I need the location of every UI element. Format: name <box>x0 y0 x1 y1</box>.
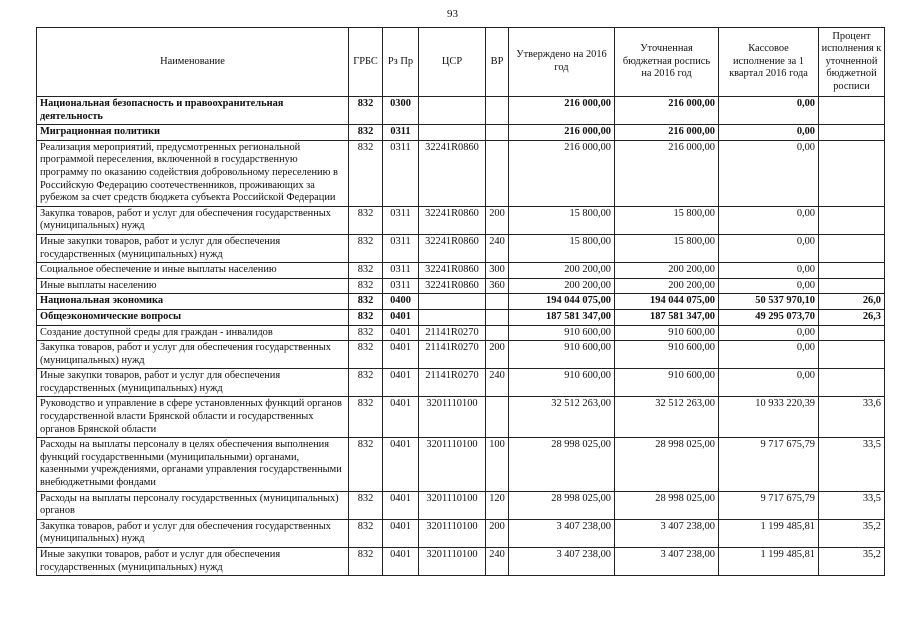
cell-rzpr: 0401 <box>383 548 419 576</box>
cell-grbs: 832 <box>349 325 383 341</box>
cell-cash: 0,00 <box>719 140 819 206</box>
cell-approved: 910 600,00 <box>509 341 615 369</box>
table-row <box>37 491 885 519</box>
header-approved: Утверждено на 2016 год <box>509 28 615 97</box>
cell-vr: 240 <box>486 548 509 576</box>
cell-grbs: 832 <box>349 519 383 547</box>
cell-csr: 3201110100 <box>419 519 486 547</box>
cell-grbs: 832 <box>349 369 383 397</box>
cell-approved: 910 600,00 <box>509 325 615 341</box>
cell-refined: 910 600,00 <box>615 341 719 369</box>
cell-csr: 32241R0860 <box>419 278 486 294</box>
cell-approved: 187 581 347,00 <box>509 309 615 325</box>
table-row <box>37 341 885 369</box>
cell-percent: 26,3 <box>819 309 885 325</box>
cell-percent <box>819 341 885 369</box>
cell-vr <box>486 325 509 341</box>
cell-csr: 3201110100 <box>419 491 486 519</box>
cell-grbs: 832 <box>349 309 383 325</box>
cell-cash: 10 933 220,39 <box>719 397 819 438</box>
cell-grbs: 832 <box>349 206 383 234</box>
cell-name: Закупка товаров, работ и услуг для обеспечения государственных (муниципальных) нужд <box>37 341 349 369</box>
cell-csr <box>419 97 486 125</box>
cell-vr <box>486 309 509 325</box>
cell-rzpr: 0311 <box>383 263 419 279</box>
cell-approved: 15 800,00 <box>509 206 615 234</box>
cell-vr <box>486 294 509 310</box>
cell-name: Создание доступной среды для граждан - инвалидов <box>37 325 349 341</box>
cell-vr <box>486 140 509 206</box>
cell-grbs: 832 <box>349 397 383 438</box>
table-row <box>37 97 885 125</box>
table-row <box>37 234 885 262</box>
cell-approved: 32 512 263,00 <box>509 397 615 438</box>
cell-refined: 3 407 238,00 <box>615 548 719 576</box>
cell-vr <box>486 397 509 438</box>
cell-rzpr: 0401 <box>383 491 419 519</box>
cell-refined: 187 581 347,00 <box>615 309 719 325</box>
cell-vr: 200 <box>486 206 509 234</box>
page-number: 93 <box>447 8 458 20</box>
cell-csr <box>419 309 486 325</box>
cell-cash: 0,00 <box>719 325 819 341</box>
cell-refined: 216 000,00 <box>615 125 719 141</box>
cell-approved: 216 000,00 <box>509 140 615 206</box>
cell-refined: 910 600,00 <box>615 369 719 397</box>
cell-rzpr: 0311 <box>383 206 419 234</box>
header-refined: Уточненная бюджетная роспись на 2016 год <box>615 28 719 97</box>
cell-percent <box>819 125 885 141</box>
table-row <box>37 140 885 206</box>
cell-csr: 21141R0270 <box>419 369 486 397</box>
cell-cash: 0,00 <box>719 234 819 262</box>
cell-grbs: 832 <box>349 491 383 519</box>
cell-rzpr: 0300 <box>383 97 419 125</box>
cell-name: Расходы на выплаты персоналу в целях обеспечения выполнения функций государственными (муниципальными) органами, казенными учреждениями, органами управления государственными внебюджетными фондами <box>37 438 349 491</box>
cell-refined: 15 800,00 <box>615 206 719 234</box>
cell-percent <box>819 278 885 294</box>
cell-percent <box>819 263 885 279</box>
cell-rzpr: 0401 <box>383 519 419 547</box>
cell-approved: 216 000,00 <box>509 97 615 125</box>
header-row <box>37 28 885 97</box>
cell-rzpr: 0311 <box>383 140 419 206</box>
cell-cash: 0,00 <box>719 206 819 234</box>
cell-cash: 0,00 <box>719 369 819 397</box>
cell-vr: 200 <box>486 519 509 547</box>
table-row <box>37 369 885 397</box>
header-name: Наименование <box>37 28 349 97</box>
cell-refined: 194 044 075,00 <box>615 294 719 310</box>
cell-grbs: 832 <box>349 140 383 206</box>
table-row <box>37 206 885 234</box>
cell-csr: 3201110100 <box>419 548 486 576</box>
cell-name: Миграционная политики <box>37 125 349 141</box>
cell-refined: 3 407 238,00 <box>615 519 719 547</box>
cell-refined: 28 998 025,00 <box>615 438 719 491</box>
cell-csr: 3201110100 <box>419 397 486 438</box>
header-grbs: ГРБС <box>349 28 383 97</box>
cell-vr: 300 <box>486 263 509 279</box>
cell-csr: 21141R0270 <box>419 341 486 369</box>
cell-name: Иные выплаты населению <box>37 278 349 294</box>
header-percent: Процент исполнения к уточненной бюджетной росписи <box>819 28 885 97</box>
cell-cash: 9 717 675,79 <box>719 438 819 491</box>
cell-rzpr: 0401 <box>383 309 419 325</box>
cell-percent: 33,6 <box>819 397 885 438</box>
cell-name: Общеэкономические вопросы <box>37 309 349 325</box>
cell-refined: 216 000,00 <box>615 97 719 125</box>
table-row <box>37 263 885 279</box>
cell-grbs: 832 <box>349 125 383 141</box>
cell-name: Иные закупки товаров, работ и услуг для обеспечения государственных (муниципальных) нужд <box>37 369 349 397</box>
cell-percent <box>819 369 885 397</box>
cell-vr: 200 <box>486 341 509 369</box>
cell-vr: 360 <box>486 278 509 294</box>
cell-vr <box>486 125 509 141</box>
budget-table <box>36 27 885 576</box>
cell-rzpr: 0311 <box>383 278 419 294</box>
cell-name: Социальное обеспечение и иные выплаты населению <box>37 263 349 279</box>
cell-percent <box>819 234 885 262</box>
cell-cash: 49 295 073,70 <box>719 309 819 325</box>
cell-percent <box>819 97 885 125</box>
cell-csr: 32241R0860 <box>419 140 486 206</box>
cell-grbs: 832 <box>349 97 383 125</box>
cell-grbs: 832 <box>349 263 383 279</box>
cell-refined: 200 200,00 <box>615 278 719 294</box>
cell-refined: 28 998 025,00 <box>615 491 719 519</box>
cell-name: Расходы на выплаты персоналу государственных (муниципальных) органов <box>37 491 349 519</box>
cell-name: Национальная экономика <box>37 294 349 310</box>
cell-approved: 216 000,00 <box>509 125 615 141</box>
cell-percent: 35,2 <box>819 519 885 547</box>
cell-vr: 240 <box>486 369 509 397</box>
cell-csr: 21141R0270 <box>419 325 486 341</box>
cell-csr <box>419 125 486 141</box>
cell-vr: 120 <box>486 491 509 519</box>
cell-rzpr: 0311 <box>383 234 419 262</box>
cell-csr: 32241R0860 <box>419 263 486 279</box>
cell-csr: 32241R0860 <box>419 206 486 234</box>
cell-cash: 0,00 <box>719 97 819 125</box>
cell-rzpr: 0401 <box>383 325 419 341</box>
cell-approved: 3 407 238,00 <box>509 548 615 576</box>
cell-cash: 0,00 <box>719 125 819 141</box>
cell-rzpr: 0311 <box>383 125 419 141</box>
cell-cash: 0,00 <box>719 341 819 369</box>
table-row <box>37 397 885 438</box>
cell-name: Иные закупки товаров, работ и услуг для обеспечения государственных (муниципальных) нужд <box>37 548 349 576</box>
cell-name: Иные закупки товаров, работ и услуг для обеспечения государственных (муниципальных) нужд <box>37 234 349 262</box>
cell-approved: 194 044 075,00 <box>509 294 615 310</box>
cell-percent <box>819 140 885 206</box>
cell-grbs: 832 <box>349 438 383 491</box>
cell-refined: 15 800,00 <box>615 234 719 262</box>
table-row <box>37 325 885 341</box>
cell-name: Руководство и управление в сфере установленных функций органов государственной власти Брянской области и государственных органов Брянской области <box>37 397 349 438</box>
cell-percent <box>819 206 885 234</box>
cell-percent <box>819 325 885 341</box>
cell-approved: 200 200,00 <box>509 278 615 294</box>
cell-name: Реализация мероприятий, предусмотренных региональной программой переселения, включенной в государственную программу по оказанию содействия добровольному переселению в Российскую Федерацию соотечественников, проживающих за рубежом за счет средств бюджета субъекта Российской Федерации <box>37 140 349 206</box>
table-body <box>37 97 885 576</box>
cell-rzpr: 0401 <box>383 369 419 397</box>
cell-grbs: 832 <box>349 548 383 576</box>
cell-cash: 1 199 485,81 <box>719 519 819 547</box>
header-rzpr: Рз Пр <box>383 28 419 97</box>
cell-vr <box>486 97 509 125</box>
cell-refined: 910 600,00 <box>615 325 719 341</box>
cell-csr <box>419 294 486 310</box>
cell-cash: 9 717 675,79 <box>719 491 819 519</box>
cell-cash: 50 537 970,10 <box>719 294 819 310</box>
cell-percent: 33,5 <box>819 438 885 491</box>
cell-name: Закупка товаров, работ и услуг для обеспечения государственных (муниципальных) нужд <box>37 206 349 234</box>
cell-approved: 910 600,00 <box>509 369 615 397</box>
cell-name: Закупка товаров, работ и услуг для обеспечения государственных (муниципальных) нужд <box>37 519 349 547</box>
cell-csr: 32241R0860 <box>419 234 486 262</box>
cell-csr: 3201110100 <box>419 438 486 491</box>
cell-approved: 28 998 025,00 <box>509 438 615 491</box>
header-csr: ЦСР <box>419 28 486 97</box>
cell-percent: 33,5 <box>819 491 885 519</box>
cell-cash: 0,00 <box>719 278 819 294</box>
cell-percent: 26,0 <box>819 294 885 310</box>
cell-percent: 35,2 <box>819 548 885 576</box>
cell-rzpr: 0401 <box>383 438 419 491</box>
table-row <box>37 548 885 576</box>
cell-name: Национальная безопасность и правоохранительная деятельность <box>37 97 349 125</box>
table-row <box>37 309 885 325</box>
cell-grbs: 832 <box>349 294 383 310</box>
cell-grbs: 832 <box>349 278 383 294</box>
cell-refined: 32 512 263,00 <box>615 397 719 438</box>
cell-approved: 28 998 025,00 <box>509 491 615 519</box>
table-row <box>37 294 885 310</box>
table-row <box>37 125 885 141</box>
cell-rzpr: 0401 <box>383 341 419 369</box>
cell-approved: 200 200,00 <box>509 263 615 279</box>
cell-refined: 216 000,00 <box>615 140 719 206</box>
cell-vr: 100 <box>486 438 509 491</box>
cell-vr: 240 <box>486 234 509 262</box>
cell-refined: 200 200,00 <box>615 263 719 279</box>
header-vr: ВР <box>486 28 509 97</box>
cell-approved: 3 407 238,00 <box>509 519 615 547</box>
cell-rzpr: 0400 <box>383 294 419 310</box>
header-cash: Кассовое исполнение за 1 квартал 2016 года <box>719 28 819 97</box>
cell-cash: 1 199 485,81 <box>719 548 819 576</box>
cell-approved: 15 800,00 <box>509 234 615 262</box>
cell-cash: 0,00 <box>719 263 819 279</box>
cell-grbs: 832 <box>349 341 383 369</box>
cell-rzpr: 0401 <box>383 397 419 438</box>
cell-grbs: 832 <box>349 234 383 262</box>
table-row <box>37 438 885 491</box>
table-row <box>37 519 885 547</box>
table-row <box>37 278 885 294</box>
